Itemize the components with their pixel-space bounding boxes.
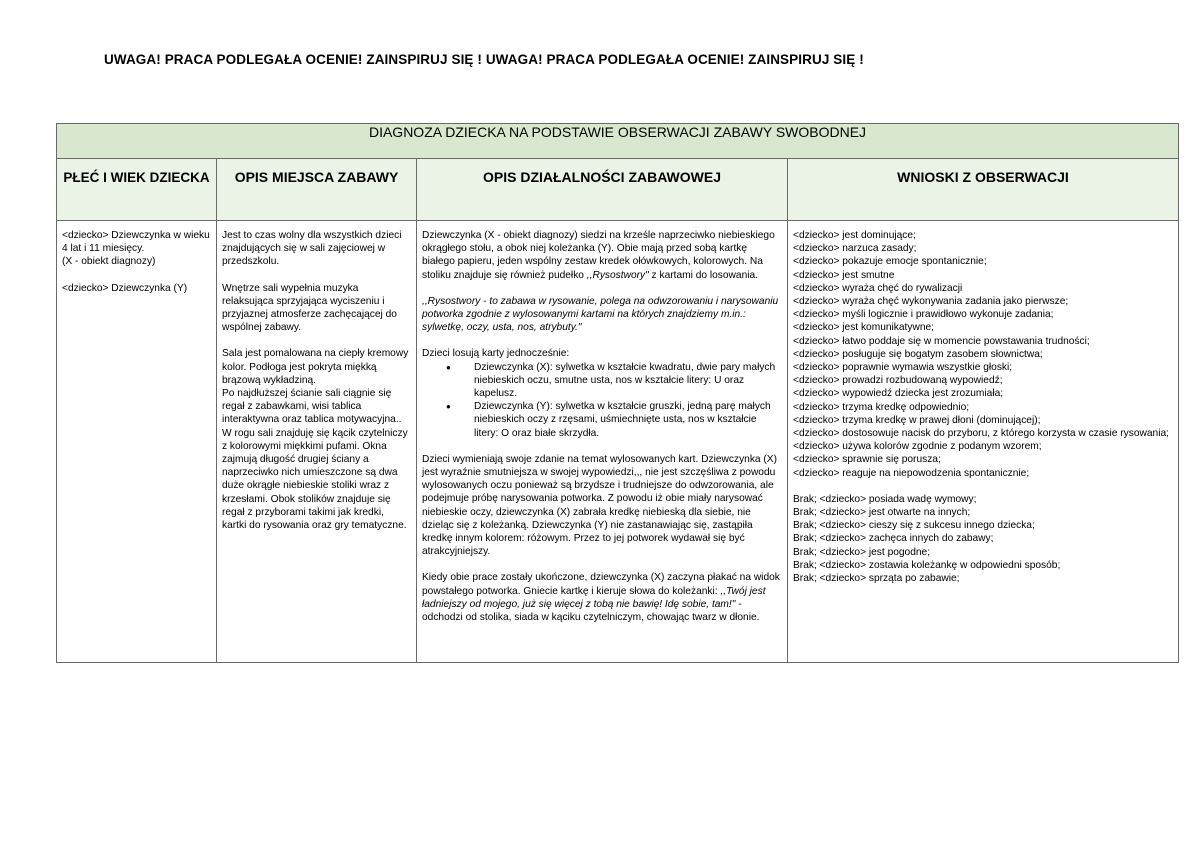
list-item: ● Dziewczynka (Y): sylwetka w kształcie gruszki, jedną parę małych niebieskich oczy z rzęsami, uśmiechnięte usta, nos w kształcie litery: O oraz białe skrzydła. (474, 400, 782, 440)
list-item: <dziecko> dostosowuje nacisk do przyboru, z którego korzysta w czasie rysowania; (793, 428, 1169, 440)
activity-text: - odchodzi od stolika, siada w kąciku czytelniczym, chowając twarz w dłonie. (422, 598, 760, 624)
table-header-row (57, 159, 1179, 221)
positives-list (793, 229, 1173, 480)
list-item: <dziecko> łatwo poddaje się w momencie powstawania trudności; (793, 335, 1090, 347)
child-x-note: (X - obiekt diagnozy) (62, 256, 156, 268)
list-item: <dziecko> pokazuje emocje spontanicznie; (793, 256, 987, 268)
cell-play-place (217, 221, 417, 663)
list-item: <dziecko> jest dominujące; (793, 230, 916, 241)
header-sex-age: PŁEĆ I WIEK DZIECKA (57, 159, 217, 221)
list-item: <dziecko> sprawnie się porusza; (793, 454, 941, 466)
list-item: <dziecko> narzuca zasady; (793, 243, 917, 255)
list-item: ● Dziewczynka (X): sylwetka w kształcie kwadratu, dwie pary małych niebieskich oczu, smutne usta, nos w kształcie litery: U oraz kapelusz. (474, 361, 782, 401)
list-item: Brak; <dziecko> posiada wadę wymowy; (793, 493, 977, 505)
list-item: <dziecko> wyraża chęć wykonywania zadania jako pierwsze; (793, 296, 1069, 308)
cell-play-activity (417, 221, 788, 663)
activity-paragraph (422, 571, 782, 624)
list-item: <dziecko> myśli logicznie i prawidłowo wykonuje zadania; (793, 309, 1054, 321)
list-item: <dziecko> reaguje na niepowodzenia spontanicznie; (793, 467, 1030, 479)
place-paragraph: Po najdłuższej ścianie sali ciągnie się regał z zabawkami, wisi tablica interaktywna oraz tablica motywacyjna.. W rogu sali znajduję się kącik czytelniczy z kolorowymi miękkimi pufami. Okna zajmują długość drugiej ściany a naprzeciwko nich umieszczone są dwa duże okrągłe niebieskie stoliki wraz z krzesłami. Obok stolików znajduje się regał z przyborami takimi jak kredki, kartki do rysowania oraz gry tematyczne. (222, 388, 408, 532)
place-paragraph: Wnętrze sali wypełnia muzyka relaksująca sprzyjająca wyciszeniu i przyjaznej atmosferze zachęcającej do wspólnej zabawy. (222, 282, 397, 334)
game-description: ,,Rysostwory - to zabawa w rysowanie, polega na odwzorowaniu i narysowaniu potworka zgodnie z wylosowanymi kartami na których znajdziemy m.in.: sylwetkę, oczy, usta, nos, atrybuty." (422, 295, 779, 334)
list-item: Brak; <dziecko> jest otwarte na innych; (793, 507, 971, 519)
activity-text: Dziewczynka (X - obiekt diagnozy) siedzi na krześle naprzeciwko niebieskiego okrągłego stołu, a obok niej koleżanka (Y). Obie mają przed sobą kartkę białego papieru, jeden wspólny zestaw kredek ołówkowych, kolorowych. Na stoliku znajduje się również pudełko (422, 230, 775, 281)
list-item: <dziecko> prowadzi rozbudowaną wypowiedź; (793, 375, 1003, 387)
place-paragraph: Jest to czas wolny dla wszystkich dzieci znajdujących się w sali zajęciowej w przedszkolu. (222, 230, 402, 268)
list-item: Brak; <dziecko> jest pogodne; (793, 546, 931, 558)
list-item: Brak; <dziecko> sprząta po zabawie; (793, 573, 960, 585)
header-play-activity: OPIS DZIAŁALNOŚCI ZABAWOWEJ (417, 159, 788, 221)
cell-conclusions (788, 221, 1179, 663)
activity-text: Kiedy obie prace zostały ukończone, dziewczynka (X) zaczyna płakać na widok powstałego potworka. Gniecie kartkę i kieruje słowa do koleżanki: (422, 572, 780, 597)
list-item: <dziecko> poprawnie wymawia wszystkie głoski; (793, 362, 1013, 374)
list-item: <dziecko> używa kolorów zgodnie z podanym wzorem; (793, 441, 1042, 453)
activity-paragraph: Dzieci losują karty jednocześnie: (422, 348, 570, 360)
child-y-description: <dziecko> Dziewczynka (Y) (62, 282, 188, 294)
list-item: <dziecko> trzyma kredkę odpowiednio; (793, 401, 970, 413)
negatives-list (793, 493, 1173, 585)
diagnosis-table (56, 123, 1179, 663)
quote: ,,Twój jest ładniejszy od mojego, już się więcej z tobą nie bawię! Idę sobie, tam!" (422, 585, 766, 610)
header-play-place: OPIS MIEJSCA ZABAWY (217, 159, 417, 221)
cell-sex-age (57, 221, 217, 663)
list-item: Brak; <dziecko> zostawia koleżankę w odpowiedni sposób; (793, 559, 1061, 571)
list-item: <dziecko> trzyma kredkę w prawej dłoni (dominującej); (793, 414, 1041, 426)
child-x-description: <dziecko> Dziewczynka w wieku 4 lat i 11 miesięcy. (62, 230, 210, 255)
activity-paragraph: Dzieci wymieniają swoje zdanie na temat wylosowanych kart. Dziewczynka (X) jest wyraźnie smutniejsza w swojej wypowiedzi,,, nie jest szczęśliwa z powodu wylosowanych oczu ponieważ są brzydsze i trudniejsze do odwzorowania, ale podejmuje próbę narysowania potworka. Z powodu iż obie miały narysować niebieskie oczy, dziewczynka (X) zabrała kredkę niebieską dla siebie, nie dzieląc się z koleżanką. Dziewczynka (Y) nie zastanawiając się, zastąpiła kredkę innym kolorem: różowym. Przez to jej potworek wydawał się być atrakcyjniejszy. (422, 453, 777, 558)
table-row (57, 221, 1179, 663)
cards-list (422, 361, 782, 440)
list-item: Brak; <dziecko> zachęca innych do zabawy; (793, 533, 994, 545)
list-item: <dziecko> jest smutne (793, 269, 895, 281)
game-name: ,,Rysostwory" (586, 269, 649, 281)
header-conclusions: WNIOSKI Z OBSERWACJI (788, 159, 1179, 221)
warning-banner: UWAGA! PRACA PODLEGAŁA OCENIE! ZAINSPIRUJ SIĘ ! UWAGA! PRACA PODLEGAŁA OCENIE! ZAINSPIRUJ SIĘ ! (104, 52, 864, 67)
list-item: <dziecko> wypowiedź dziecka jest zrozumiała; (793, 388, 1004, 400)
place-paragraph: Sala jest pomalowana na ciepły kremowy kolor. Podłoga jest pokryta miękką brązową wykładziną. (222, 348, 409, 386)
list-item: Brak; <dziecko> cieszy się z sukcesu innego dziecka; (793, 520, 1035, 532)
list-item: <dziecko> posługuje się bogatym zasobem słownictwa; (793, 348, 1043, 360)
list-item: <dziecko> jest komunikatywne; (793, 322, 934, 334)
table-title: DIAGNOZA DZIECKA NA PODSTAWIE OBSERWACJI ZABAWY SWOBODNEJ (57, 124, 1179, 159)
table-title-row (57, 124, 1179, 159)
list-item: <dziecko> wyraża chęć do rywalizacji (793, 282, 963, 294)
activity-paragraph (422, 229, 782, 282)
activity-text: z kartami do losowania. (648, 269, 759, 281)
